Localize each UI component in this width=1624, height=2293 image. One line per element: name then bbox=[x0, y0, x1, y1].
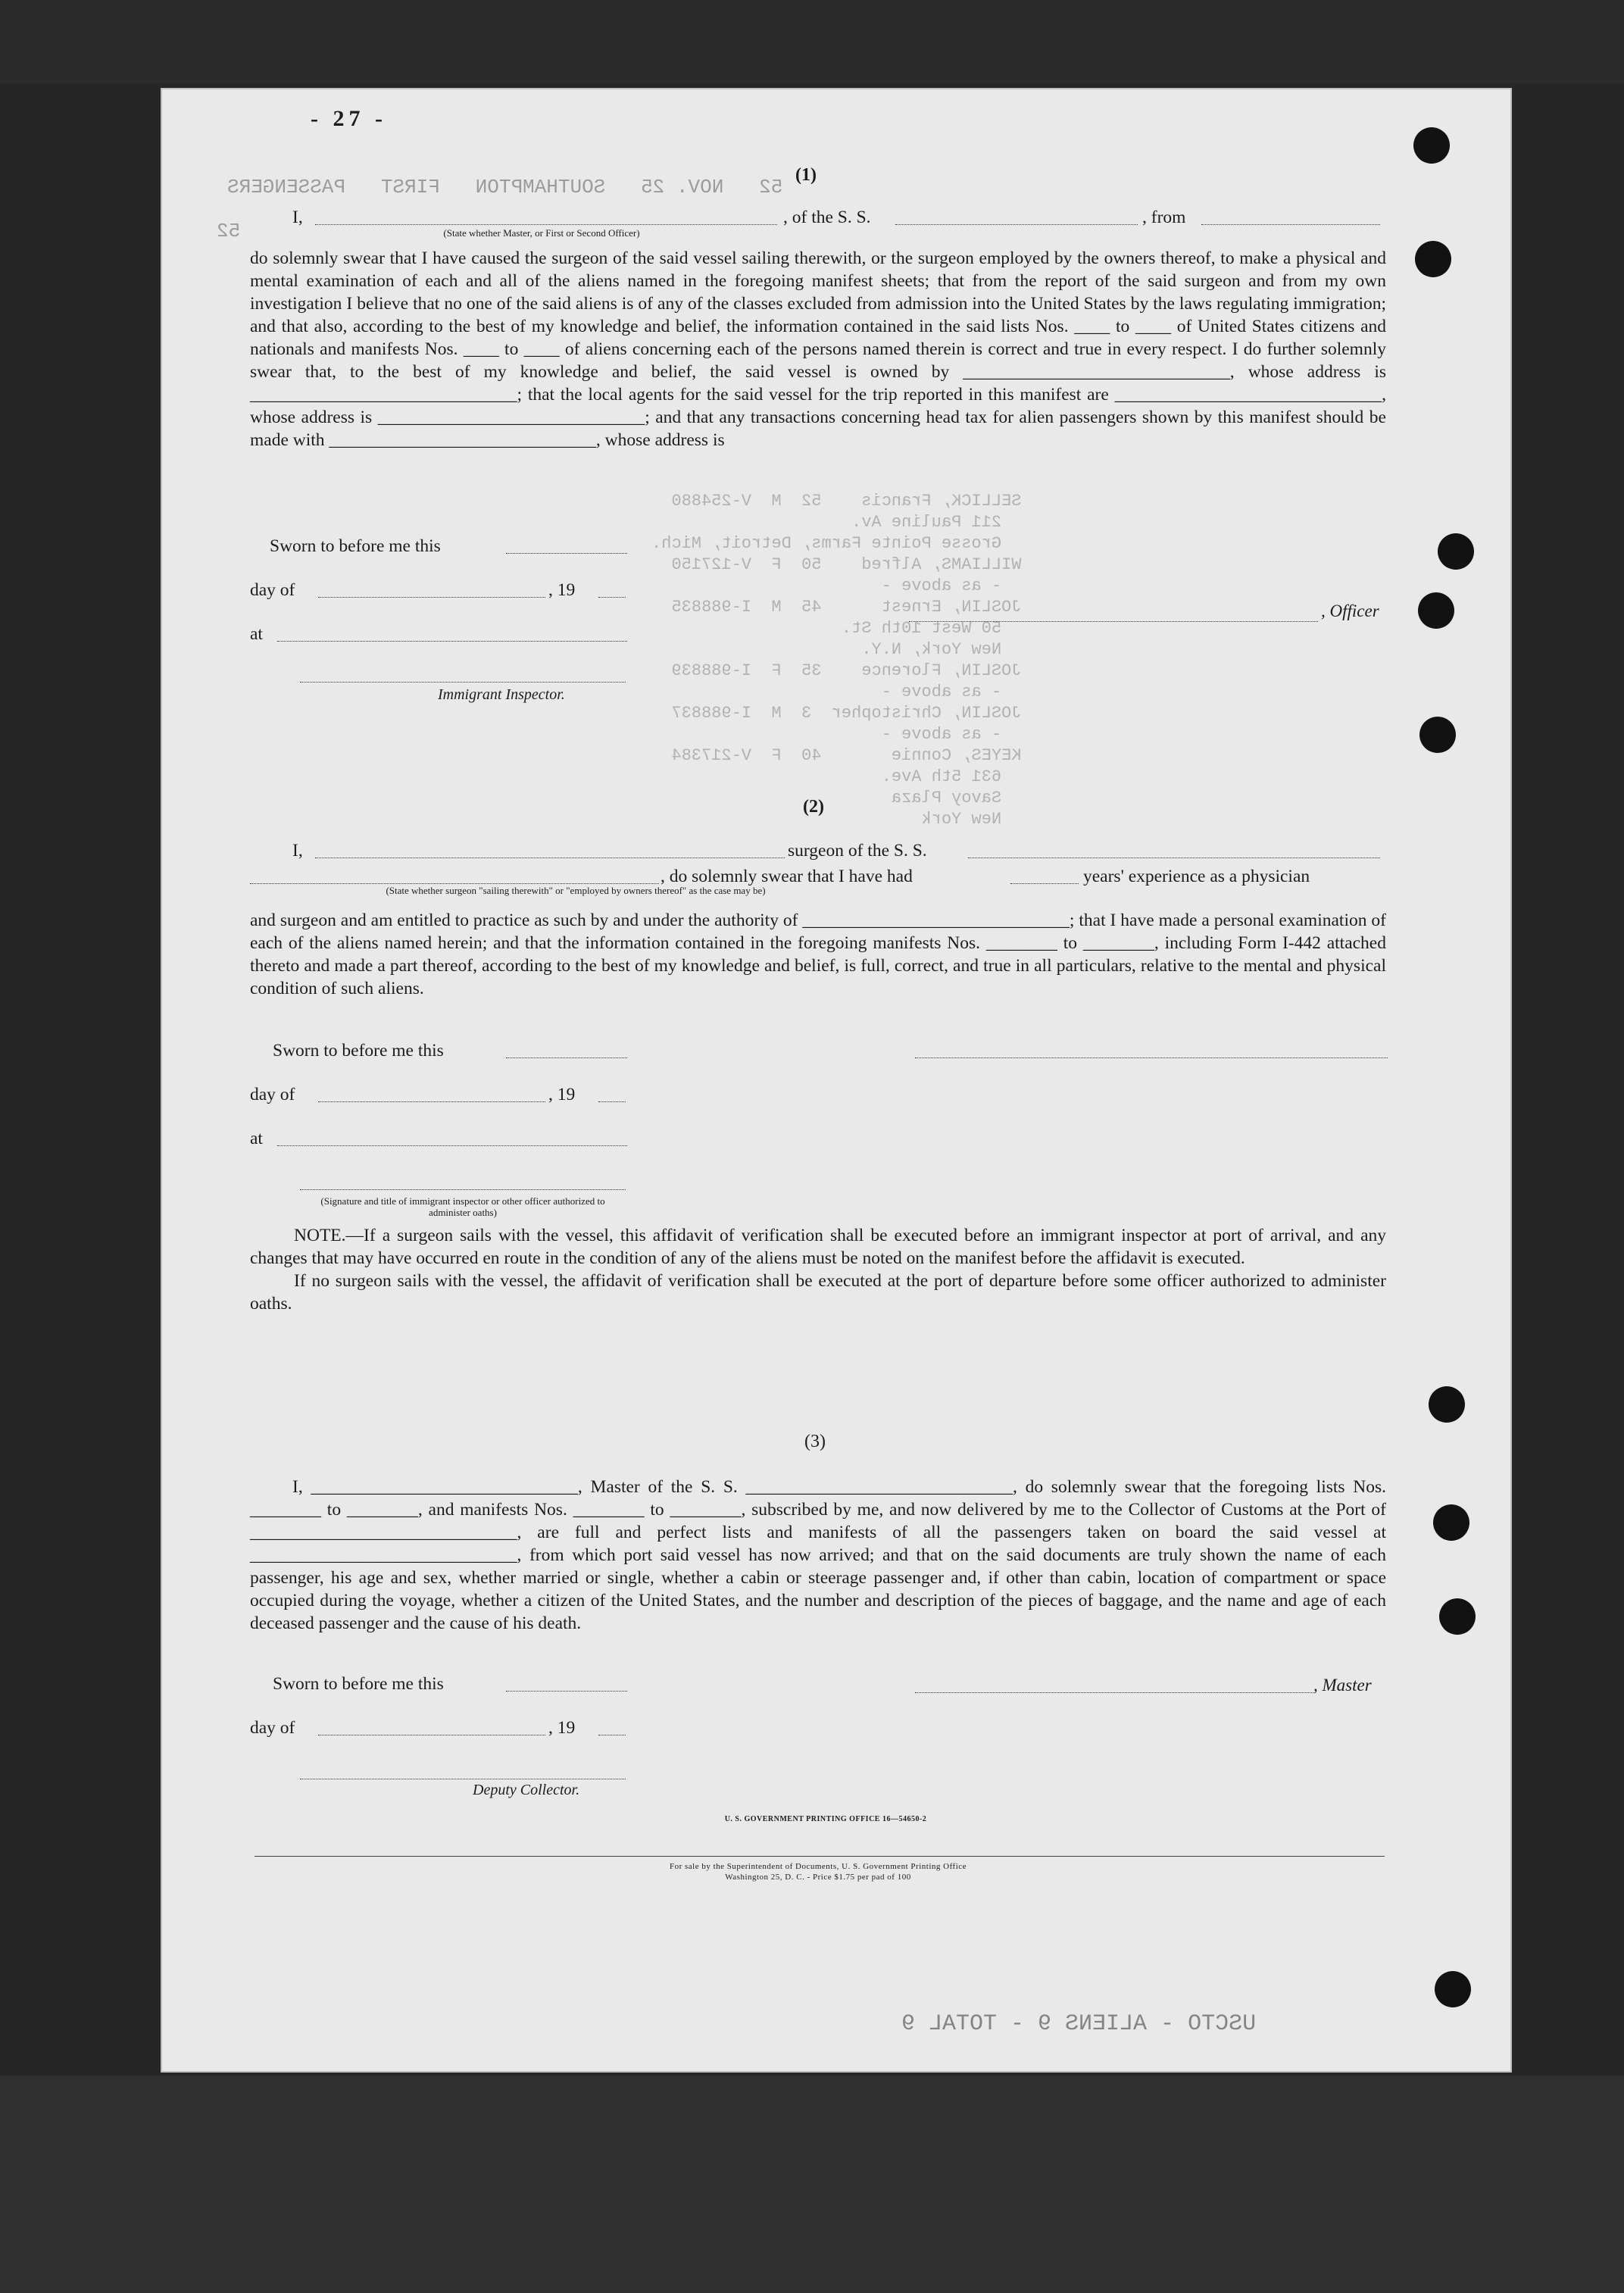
section-2-body-text: and surgeon and am entitled to practice as such by and under the authority of ______________________________; that I have made a personal examination of each of the aliens named herein; and that the information contained in the foregoing manifests Nos. ________ to ________, including Form I-442 attached thereto and made a part thereof, according to the best of my knowledge and belief, is full, correct, and true in all particulars, relative to the mental and physical condition of such aliens. bbox=[250, 911, 1386, 998]
day-of-label-3: day of bbox=[250, 1718, 295, 1738]
years-experience-line[interactable] bbox=[1010, 883, 1079, 885]
bleed-through-header: 52 NOV. 25 SOUTHAMPTON FIRST PASSENGERS bbox=[227, 176, 783, 198]
footer-rule bbox=[255, 1856, 1385, 1857]
note-no-surgeon: If no surgeon sails with the vessel, the affidavit of verification shall be executed at the port of departure before some officer authorized to administer oaths. bbox=[250, 1271, 1386, 1314]
section-2-body bbox=[250, 909, 1386, 1000]
surgeon-signature-line[interactable] bbox=[915, 1057, 1388, 1059]
section-3-number: (3) bbox=[804, 1432, 826, 1451]
section-3-body-text: I, ______________________________, Master of the S. S. ______________________________, do solemnly swear that the foregoing lists Nos. ________ to ________, and manifests Nos. ________ to ________, subscribed by me, and now delivered by me to the Collector of Customs at the Port of ______________________________, are full and perfect lists and manifests of all the passengers taken on board the said vessel at ______________________________, from which port said vessel has now arrived; and that on the said documents are truly shown the name of each passenger, his age and sex, whether married or single, whether a cabin or steerage passenger and, if other than cabin, location of compartment or space occupied during the voyage, whether a citizen of the United States, and the number and description of the pieces of baggage, and the name and age of each deceased passenger and the cause of his death. bbox=[250, 1477, 1386, 1633]
sworn-date-line-3[interactable] bbox=[506, 1691, 627, 1692]
deputy-collector-signature-line[interactable] bbox=[300, 1779, 626, 1780]
officer-label: , Officer bbox=[1321, 601, 1379, 620]
punch-hole bbox=[1435, 1971, 1471, 2007]
at-label-1: at bbox=[250, 624, 263, 644]
surgeon-name-line[interactable] bbox=[315, 858, 785, 859]
signature-title-note: (Signature and title of immigrant inspector or other officer authorized to administer oaths) bbox=[320, 1195, 605, 1218]
punch-hole bbox=[1418, 592, 1454, 629]
year-label-2: , 19 bbox=[548, 1085, 576, 1104]
punch-hole bbox=[1413, 127, 1450, 164]
day-of-line-3[interactable] bbox=[318, 1735, 545, 1736]
section-1-from: , from bbox=[1142, 208, 1186, 227]
master-name-line[interactable] bbox=[315, 224, 777, 226]
punch-hole bbox=[1433, 1504, 1469, 1541]
section-1-body-text: do solemnly swear that I have caused the surgeon of the said vessel sailing therewith, or the surgeon employed by the owners thereof, to make a physical and mental examination of each and all of the aliens named in the foregoing manifest sheets; that from the report of the said surgeon and from my own investigation I believe that no one of the said aliens is of any of the classes excluded from admission into the United States by the laws regulating immigration; and that also, according to the best of my knowledge and belief, the information contained in the said lists Nos. ____ to ____ of United States citizens and nationals and manifests Nos. ____ to ____ of aliens concerning each of the persons named therein is correct and true in every respect. I do further solemnly swear that, to the best of my knowledge and belief, the said vessel is owned by ______________________________, whose address is ______________________________; that the local agents for the said vessel for the trip reported in this manifest are ______________________________, whose address is ______________________________; and that any transactions concerning head tax for alien passengers shown by this manifest should be made with ______________________________, whose address is bbox=[250, 248, 1386, 450]
scanner-bottom-border bbox=[0, 2076, 1624, 2293]
year-line-2[interactable] bbox=[598, 1101, 626, 1103]
at-label-2: at bbox=[250, 1129, 263, 1148]
punch-hole bbox=[1419, 717, 1456, 753]
day-of-line-2[interactable] bbox=[318, 1101, 545, 1103]
gpo-imprint: U. S. GOVERNMENT PRINTING OFFICE 16—54650-2 bbox=[724, 1815, 927, 1823]
punch-hole bbox=[1439, 1598, 1476, 1635]
year-label-1: , 19 bbox=[548, 580, 576, 600]
section-1-body bbox=[250, 247, 1386, 451]
day-of-line-1[interactable] bbox=[318, 597, 545, 598]
year-line-1[interactable] bbox=[598, 597, 626, 598]
inspector-signature-line-2[interactable] bbox=[300, 1189, 626, 1191]
sale-line-2: Washington 25, D. C. - Price $1.75 per pad of 100 bbox=[725, 1873, 911, 1882]
bleed-through-manifest-entries: SELLICK, Francis 52 M V-254880 211 Pauline Av. Grosse Pointe Farms, Detroit, Mich. WILLIAMS, Alfred 50 F V-127150 - as above - JOSLIN, Ernest 45 M I-988835 50 West 10th St. New York, N.Y. JOSLIN, Florence 35 F I-988839 - as above - JOSLIN, Christopher 3 M I-988837 - as above - KEYES, Connie 40 F V-217384 631 5th Ave. Savoy Plaza New York bbox=[651, 492, 1022, 829]
deputy-collector-label: Deputy Collector. bbox=[473, 1782, 580, 1798]
surgeon-of-label: surgeon of the S. S. bbox=[788, 841, 927, 861]
master-label: , Master bbox=[1313, 1676, 1372, 1695]
at-line-2[interactable] bbox=[277, 1145, 627, 1147]
section-2-intro-i: I, bbox=[292, 841, 303, 861]
page-number: - 27 - bbox=[311, 106, 387, 131]
swear-text-label: , do solemnly swear that I have had bbox=[661, 867, 913, 886]
surgeon-type-note: (State whether surgeon "sailing therewith" or "employed by owners thereof" as the case may be) bbox=[386, 885, 766, 896]
section-3-body bbox=[250, 1476, 1386, 1635]
sale-line-1: For sale by the Superintendent of Documents, U. S. Government Printing Office bbox=[669, 1862, 967, 1871]
immigrant-inspector-label: Immigrant Inspector. bbox=[438, 686, 565, 703]
surgeon-vessel-line[interactable] bbox=[968, 858, 1380, 859]
punch-hole bbox=[1415, 241, 1451, 277]
sworn-label-3: Sworn to before me this bbox=[273, 1674, 444, 1694]
section-1-intro-i: I, bbox=[292, 208, 303, 227]
year-label-3: , 19 bbox=[548, 1718, 576, 1738]
day-of-label-2: day of bbox=[250, 1085, 295, 1104]
at-line-1[interactable] bbox=[277, 641, 627, 642]
year-line-3[interactable] bbox=[598, 1735, 626, 1736]
sworn-date-line-2[interactable] bbox=[506, 1057, 627, 1059]
punch-hole bbox=[1429, 1386, 1465, 1423]
day-of-label-1: day of bbox=[250, 580, 295, 600]
sworn-date-line-1[interactable] bbox=[506, 553, 627, 555]
section-1-of-ss: , of the S. S. bbox=[783, 208, 871, 227]
punch-hole bbox=[1438, 533, 1474, 570]
section-2-notes bbox=[250, 1224, 1386, 1315]
section-2-number: (2) bbox=[803, 797, 824, 817]
note-surgeon-sails: NOTE.—If a surgeon sails with the vessel, this affidavit of verification shall be executed before an immigrant inspector at port of arrival, and any changes that may have occurred en route in the condition of any of the aliens must be noted on the manifest before the affidavit is executed. bbox=[250, 1226, 1386, 1268]
sworn-label-2: Sworn to before me this bbox=[273, 1041, 444, 1061]
years-experience-label: years' experience as a physician bbox=[1083, 867, 1310, 886]
scanner-top-border bbox=[0, 0, 1624, 83]
sworn-label-1: Sworn to before me this bbox=[270, 536, 441, 556]
master-officer-note: (State whether Master, or First or Second Officer) bbox=[443, 227, 640, 239]
section-1-number: (1) bbox=[795, 165, 817, 185]
vessel-name-line[interactable] bbox=[895, 224, 1138, 226]
bleed-through-total: USCTO - ALIENS 9 - TOTAL 9 bbox=[901, 2011, 1257, 2037]
master-signature-line[interactable] bbox=[915, 1692, 1313, 1694]
inspector-signature-line-1[interactable] bbox=[300, 682, 626, 683]
from-port-line[interactable] bbox=[1201, 224, 1380, 226]
bleed-through-side-number: 52 bbox=[217, 220, 241, 242]
